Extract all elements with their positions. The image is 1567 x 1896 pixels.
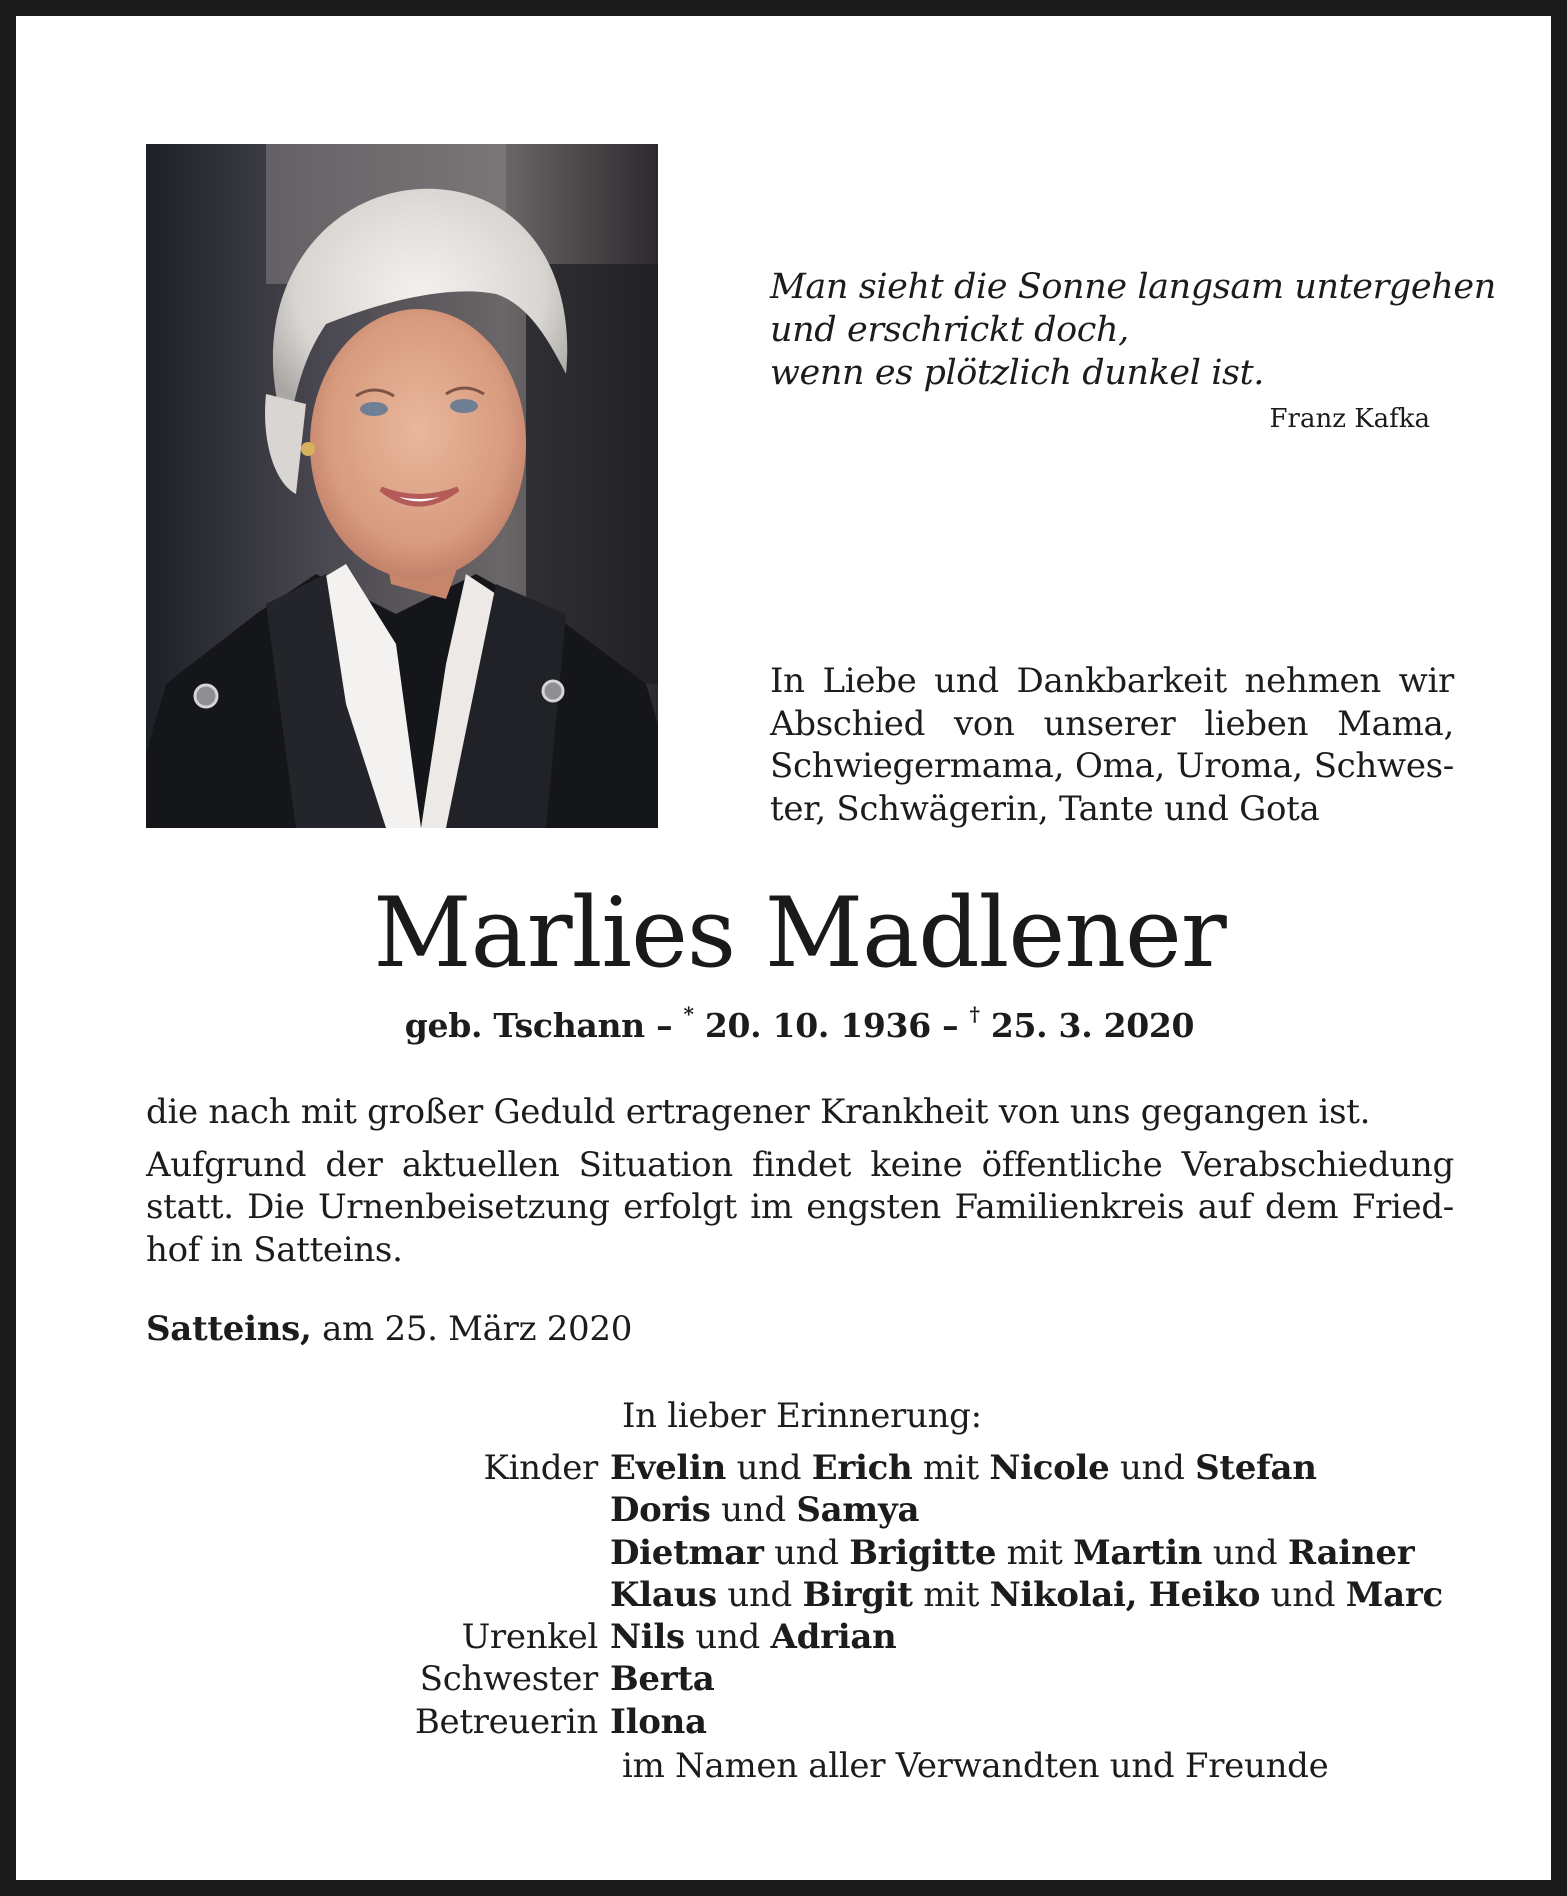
mourner-name: Berta xyxy=(610,1659,715,1700)
body-line: Aufgrund der aktuellen Situation findet keine öffentliche Verabschiedung xyxy=(146,1144,1454,1185)
connector-text: und xyxy=(684,1617,771,1658)
connector-text: mit xyxy=(912,1448,990,1488)
mourner-name: Erich xyxy=(811,1448,913,1488)
farewell-line: Abschied von unserer lieben Mama, xyxy=(770,703,1454,744)
quote-line: und erschrickt doch, xyxy=(770,310,1129,350)
mourner-names xyxy=(610,1658,715,1700)
mourner-row xyxy=(346,1701,1466,1743)
connector-text: mit xyxy=(996,1532,1074,1573)
quote-line: wenn es plötzlich dunkel ist. xyxy=(770,353,1264,393)
quote-author: Franz Kafka xyxy=(1269,404,1430,434)
farewell-line: Schwiegermama, Oma, Uroma, Schwes- xyxy=(770,746,1454,786)
maiden-name: geb. Tschann xyxy=(404,1006,645,1045)
mourner-name: Klaus xyxy=(610,1574,717,1615)
mourners-list xyxy=(346,1447,1466,1743)
kafka-quote xyxy=(770,266,1496,395)
mourner-names xyxy=(610,1616,896,1658)
farewell-text xyxy=(770,660,1454,830)
birth-symbol: * xyxy=(683,1002,694,1026)
mourner-row xyxy=(346,1574,1466,1616)
mourner-name: Adrian xyxy=(770,1617,897,1658)
connector-text: und xyxy=(1202,1532,1288,1573)
farewell-line: In Liebe und Dankbarkeit nehmen wir xyxy=(770,661,1454,701)
connector-text: und xyxy=(1260,1574,1346,1615)
place-date xyxy=(146,1309,632,1349)
mourner-name: Samya xyxy=(796,1490,920,1531)
body-line: statt. Die Urnenbeisetzung erfolgt im engsten Familienkreis auf dem Fried- xyxy=(146,1187,1454,1227)
mourner-role: Kinder xyxy=(483,1448,598,1488)
mourner-names xyxy=(610,1574,1443,1616)
connector-text: und xyxy=(1109,1448,1196,1488)
connector-text: und xyxy=(716,1574,803,1615)
death-symbol: † xyxy=(969,1002,980,1026)
connector-text: mit xyxy=(912,1574,990,1615)
mourner-name: Nikolai, Heiko xyxy=(989,1574,1261,1615)
deceased-name: Marlies Madlener xyxy=(373,877,1226,989)
portrait-illustration xyxy=(146,144,658,828)
mourner-name: Dietmar xyxy=(610,1532,764,1573)
birth-date: 20. 10. 1936 xyxy=(704,1006,931,1045)
mourner-names xyxy=(610,1532,1414,1574)
mourner-name: Marc xyxy=(1345,1574,1443,1615)
body-paragraph: die nach mit großer Geduld ertragener Krankheit von uns gegangen ist. xyxy=(146,1092,1371,1132)
mourner-name: Evelin xyxy=(610,1448,727,1488)
mourners-footer: im Namen aller Verwandten und Freunde xyxy=(622,1746,1329,1786)
mourner-name: Stefan xyxy=(1195,1448,1317,1488)
mourner-row xyxy=(346,1532,1466,1574)
body-line: hof in Satteins. xyxy=(146,1229,403,1270)
connector-text: und xyxy=(726,1448,812,1488)
mourner-name: Rainer xyxy=(1287,1532,1415,1573)
quote-line: Man sieht die Sonne langsam untergehen xyxy=(770,267,1496,307)
memory-intro: In lieber Erinnerung: xyxy=(622,1396,982,1436)
mourner-role: Urenkel xyxy=(461,1617,598,1658)
date: am 25. März 2020 xyxy=(322,1309,633,1349)
mourner-name: Brigitte xyxy=(849,1532,997,1573)
mourner-role xyxy=(346,1489,610,1531)
mourner-row xyxy=(346,1489,1466,1531)
mourner-role xyxy=(346,1532,610,1574)
mourner-name: Doris xyxy=(610,1490,711,1531)
mourner-name: Nils xyxy=(610,1617,685,1658)
portrait-photo xyxy=(146,144,658,828)
mourner-role xyxy=(346,1574,610,1616)
mourner-row xyxy=(346,1616,1466,1658)
mourner-row xyxy=(346,1447,1466,1489)
announcement-body xyxy=(146,1091,1454,1271)
mourner-row xyxy=(346,1658,1466,1700)
connector-text: und xyxy=(763,1532,850,1573)
mourner-names xyxy=(610,1489,919,1531)
place: Satteins, xyxy=(146,1309,312,1349)
farewell-line: ter, Schwägerin, Tante und Gota xyxy=(770,788,1320,829)
mourner-name: Birgit xyxy=(802,1574,913,1615)
birth-death-line: geb. Tschann – * 20. 10. 1936 – † 25. 3. 2020 xyxy=(404,1002,1195,1045)
mourner-names xyxy=(610,1701,707,1743)
death-date: 25. 3. 2020 xyxy=(990,1006,1195,1045)
mourner-role: Schwester xyxy=(419,1659,598,1700)
mourner-name: Martin xyxy=(1073,1532,1203,1573)
mourner-role: Betreuerin xyxy=(414,1701,598,1742)
connector-text: und xyxy=(710,1490,797,1531)
mourner-name: Ilona xyxy=(610,1701,707,1742)
mourner-names xyxy=(610,1447,1317,1489)
mourner-name: Nicole xyxy=(989,1448,1110,1488)
